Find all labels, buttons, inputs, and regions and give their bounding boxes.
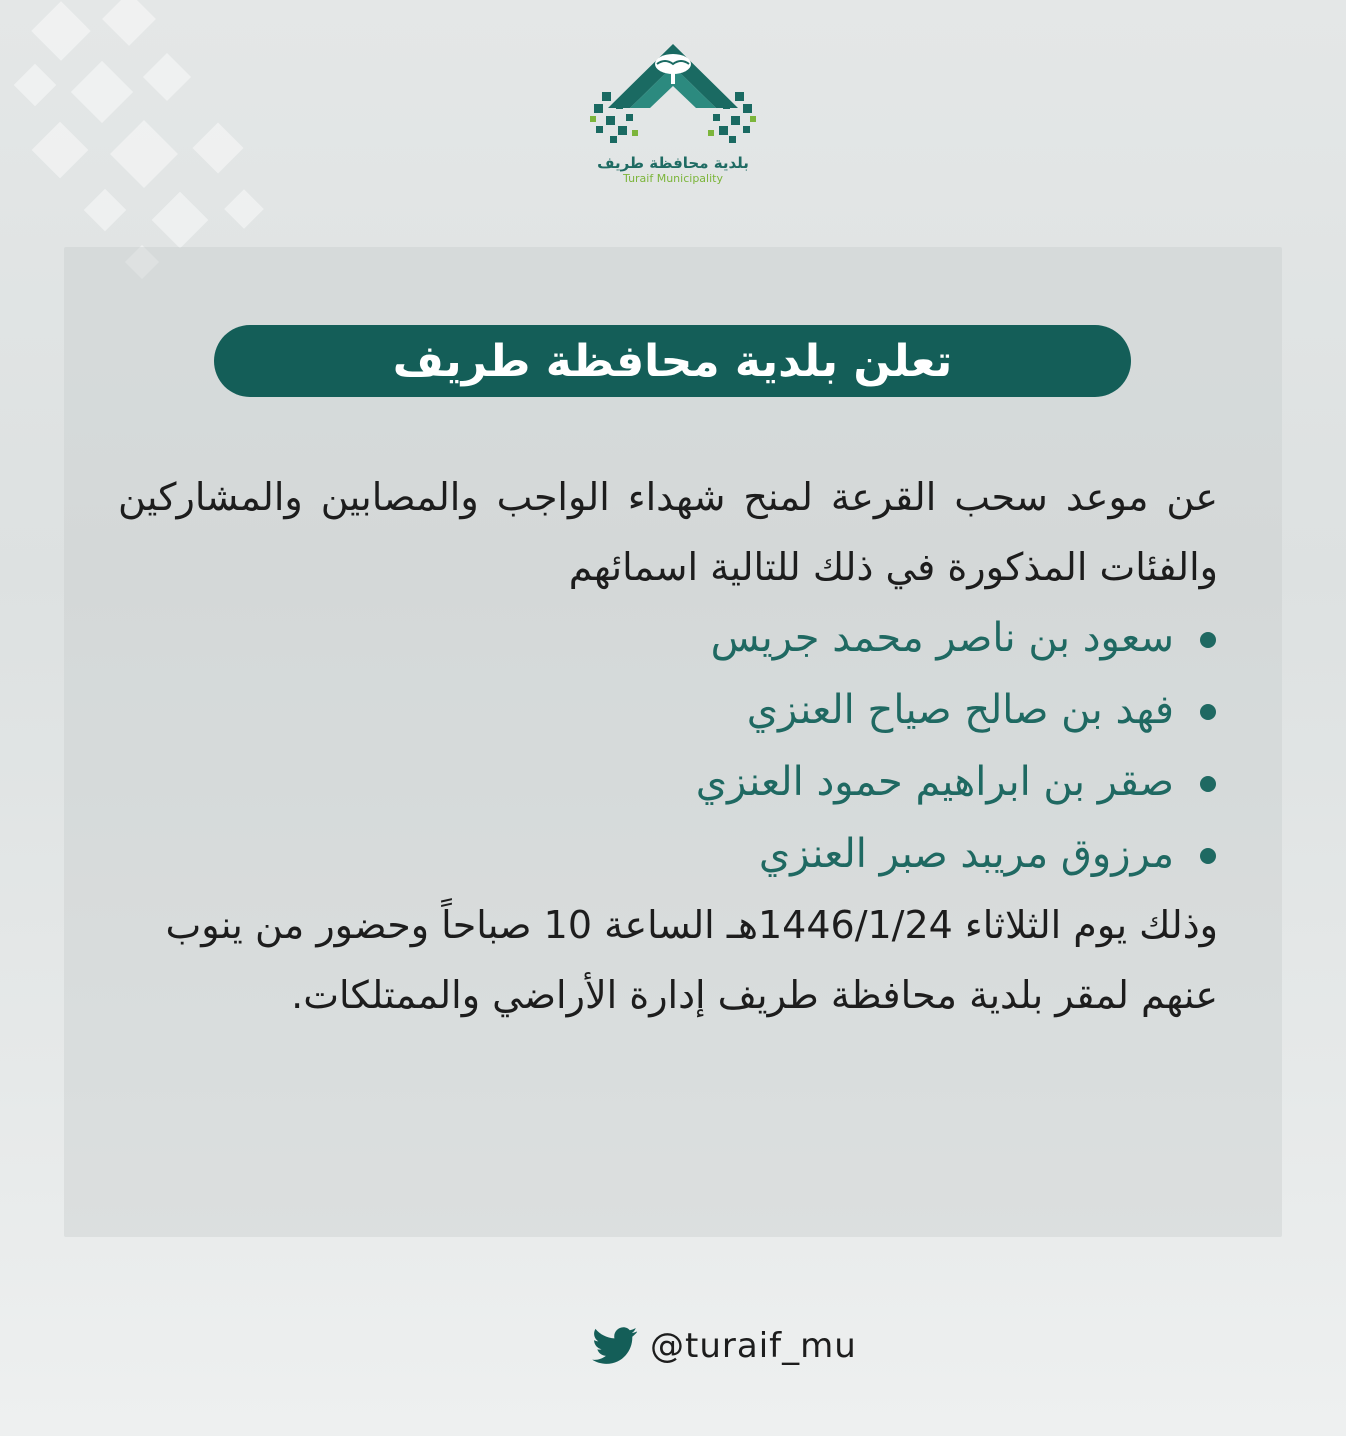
twitter-footer[interactable] [592,1320,857,1372]
announcement-title: تعلن بلدية محافظة طريف [214,325,1131,397]
logo-emblem-icon [588,30,758,152]
twitter-bird-icon [592,1327,638,1365]
logo-english-name: Turaif Municipality [623,172,723,185]
list-item [118,818,1218,890]
name-text: صقر بن ابراهيم حمود العنزي [695,759,1174,805]
bullet-icon [1200,776,1216,792]
intro-paragraph: عن موعد سحب القرعة لمنح شهداء الواجب والمصابين والمشاركين والفئات المذكورة في ذلك للتالية اسمائهم [118,475,1218,589]
name-text: سعود بن ناصر محمد جريس [710,615,1174,661]
name-text: فهد بن صالح صياح العنزي [746,687,1174,733]
list-item [118,674,1218,746]
logo-arabic-name: بلدية محافظة طريف [597,154,749,172]
names-list [118,602,1218,890]
list-item [118,602,1218,674]
municipality-logo [580,30,766,200]
bullet-icon [1200,632,1216,648]
announcement-body [118,462,1218,1030]
outro-paragraph: وذلك يوم الثلاثاء 1446/1/24هـ الساعة 10 صباحاً وحضور من ينوب عنهم لمقر بلدية محافظة طريف إدارة الأراضي والممتلكات. [165,903,1218,1017]
twitter-handle[interactable]: @turaif_mu [650,1326,857,1366]
bullet-icon [1200,848,1216,864]
list-item [118,746,1218,818]
bullet-icon [1200,704,1216,720]
name-text: مرزوق مريبد صبر العنزي [758,831,1174,877]
